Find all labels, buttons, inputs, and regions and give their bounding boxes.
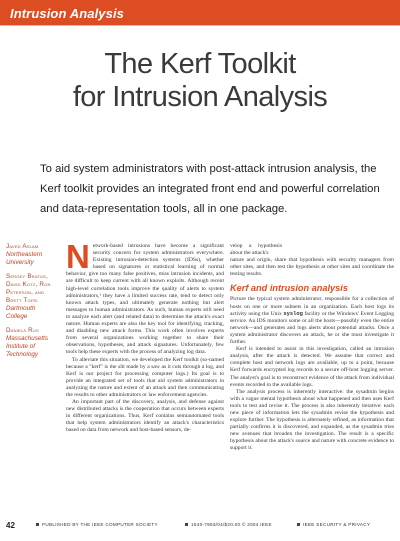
- body-paragraph: [66, 238, 224, 357]
- page-number: 42: [6, 521, 15, 530]
- section-label: Intrusion Analysis: [10, 6, 125, 21]
- code-term: syslog: [283, 310, 303, 317]
- page-footer: [0, 518, 400, 530]
- author-entry: [6, 273, 58, 321]
- body-paragraph: The analysis process is inherently interactive: the sysadmin begins with a vague mental hypothesis about what happened and then uses Kerf tools to test and revise it. The process is also inherently iterative: each new piece of information lets the sysadmin revise the hypothesis and explore further. The hypothesis is alternately refined, as information that partially confirms it is discovered, and expanded, as the sysadmin tries new avenues that broaden the investigation. The result is a specific hypothesis about the attack's source and nature with concrete evidence to support it.: [230, 388, 394, 452]
- body-paragraph: An important part of the discovery, analysis, and defense against new distributed attacks is the cooperation that occurs between experts in different organizations. Thus, Kerf contains semiautomated tools that help system administrators identify an attack's characteristics based on data from network and host-based sensors, de-: [66, 399, 224, 434]
- author-affiliation: Northeastern University: [6, 251, 43, 266]
- publisher-text: PUBLISHED BY THE IEEE COMPUTER SOCIETY: [42, 522, 158, 527]
- body-paragraph: To alleviate this situation, we developed the Kerf toolkit (so-named because a "kerf" is the slit made by a saw as it cuts through a log, and Kerf is our project for processing computer logs.) Its goal is to provide an integrated set of tools that aid system administrators in analyzing the nature and extent of an attack and then communicating the results to other administrators or law enforcement agencies.: [66, 356, 224, 398]
- section-header-bar: [0, 0, 400, 26]
- author-name: Javed Aslam: [6, 243, 39, 250]
- body-paragraph: [230, 296, 394, 346]
- body-column-2: [230, 243, 394, 453]
- title-line-1: The Kerf Toolkit: [104, 48, 296, 80]
- section-heading: Kerf and intrusion analysis: [230, 283, 348, 294]
- paragraph-text: Picture the typical system administrator, responsible for a collection of hosts on one or more subnets in an organization. Each host logs its activity using the Unix: [230, 296, 394, 317]
- magazine-line: [297, 522, 370, 527]
- author-name: Sergey Bratus, David Kotz, Ron Peterson, and Brett Tofel: [6, 273, 51, 304]
- drop-cap: N: [66, 238, 90, 275]
- article-title: [0, 48, 400, 114]
- square-bullet-icon: [185, 523, 188, 526]
- author-affiliation: Dartmouth College: [6, 305, 36, 320]
- body-column-1: [66, 238, 224, 435]
- paragraph-text: facility or the Windows' Event Logging service. An IDS monitors some or all the hosts—possibly even the entire network—and generates and logs alerts about potential attacks. Once a system administrator discovers an attack, he or she must investigate it further.: [230, 310, 395, 346]
- square-bullet-icon: [36, 523, 39, 526]
- issn-line: [185, 522, 272, 527]
- body-paragraph: nature and origin, share that hypothesis with security managers from other sites, and then test the hypothesis at other sites and coordinate the testing results.: [230, 257, 394, 278]
- magazine-text: IEEE SECURITY & PRIVACY: [303, 522, 371, 527]
- column-continuation: velop a hypothesis about the attack's: [230, 243, 282, 257]
- author-entry: [6, 327, 58, 359]
- author-entry: [6, 243, 58, 267]
- body-paragraph: Kerf is intended to assist in this investigation, called an intrusion analysis, after the attack is detected. We assume that correct and complete host and network logs are available, up to a point, because Kerf forwards encrypted log records to a secure off-host logging server. The analyst's goal is to reconstruct evidence of the attack from individual events recorded in the available logs.: [230, 346, 394, 388]
- author-name: Daniela Rus: [6, 327, 39, 334]
- square-bullet-icon: [297, 523, 300, 526]
- issn-text: 1540-7993/04/$20.00 © 2004 IEEE: [191, 522, 272, 527]
- author-affiliation: Massachusetts Institute of Technology: [6, 335, 48, 358]
- publisher-line: [36, 522, 158, 527]
- title-line-2: for Intrusion Analysis: [72, 81, 328, 113]
- article-abstract: To aid system administrators with post-attack intrusion analysis, the Kerf toolkit provides an integrated front end and powerful correlation and data-representation tools, all in one package.: [40, 163, 380, 215]
- paragraph-text: etwork-based intrusions have become a significant security concern for system administrators everywhere. Existing intrusion-detection systems (IDSs), whether based on signatures or statistical learning of normal behavior, give too many false positives, miss intrusion incidents, and are difficult to keep current with all known exploits. Although recent high-level correlation tools improve the quality of alerts to system administrators,¹ they have a limited success rate, tend to detect only known attack types, and ultimately generate nothing but alert messages to human administrators. As such, human experts still need to analyze each alert (and related data) to determine the attack's exact nature. Human experts are also the key tool for identifying, tracking, and disabling new attack forms. This work often involves experts from several organizations working together to share their observations, hypotheses, and attack signatures. Unfortunately, few tools help these experts with the process of analyzing log data.: [66, 243, 224, 356]
- author-list: [6, 243, 58, 365]
